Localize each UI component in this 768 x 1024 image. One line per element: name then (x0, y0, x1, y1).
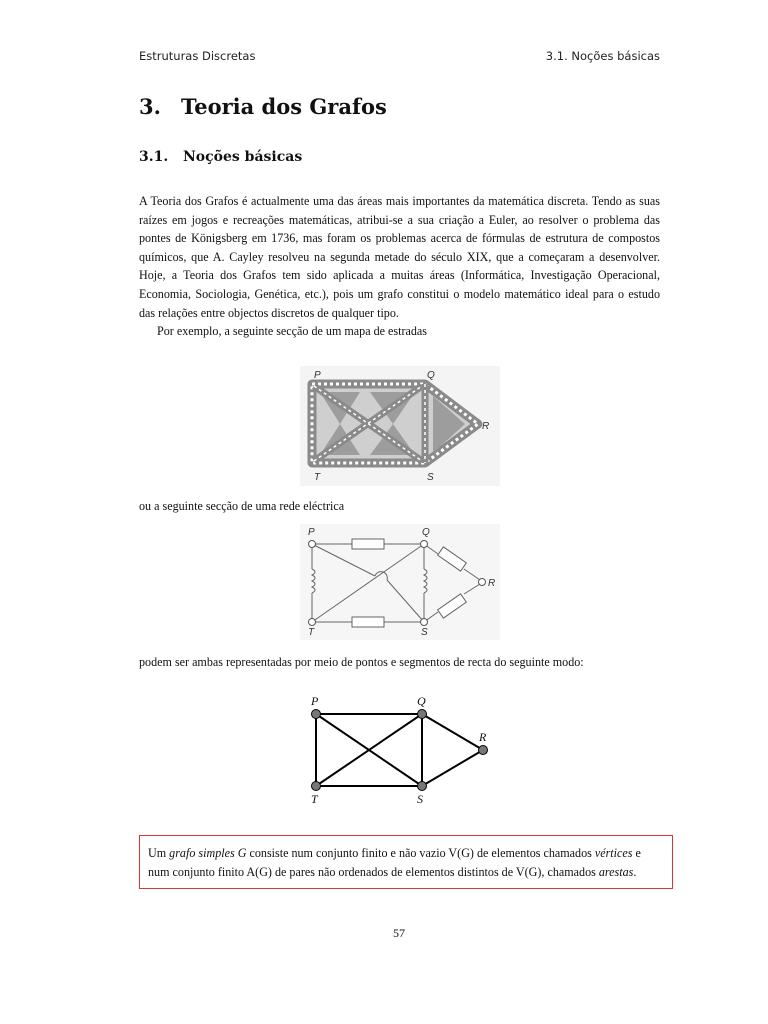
chapter-heading (139, 94, 387, 119)
header-left: Estruturas Discretas (139, 49, 256, 63)
graph-vertex-r (479, 746, 488, 755)
running-header (139, 49, 660, 63)
graph-figure (300, 690, 500, 810)
section-title: Noções básicas (183, 149, 303, 165)
road-map-label-s: S (427, 472, 434, 483)
circuit-node-t (309, 619, 316, 626)
text-after-map: ou a seguinte secção de uma rede eléctrica (139, 499, 345, 513)
definition-text-1: Um (148, 846, 170, 860)
page-number: 57 (393, 926, 405, 940)
road-map-label-p: P (314, 370, 321, 381)
circuit-label-p: P (308, 527, 315, 538)
text-after-circuit: podem ser ambas representadas por meio de pontos e segmentos de recta do seguinte modo: (139, 655, 584, 669)
graph-label-r: R (479, 730, 487, 744)
definition-text-3: e num conjunto finito A(G) de pares não ordenados de elementos distintos de V(G), chamados (148, 846, 641, 879)
circuit-figure (300, 524, 500, 640)
section-number: 3.1. (139, 149, 169, 165)
circuit-node-p (309, 541, 316, 548)
graph-vertex-p (312, 710, 321, 719)
graph-label-s: S (417, 792, 423, 806)
chapter-title: Teoria dos Grafos (181, 94, 387, 119)
definition-text-4: . (633, 865, 637, 879)
graph-edge-rs (422, 750, 483, 786)
circuit-label-s: S (421, 627, 428, 638)
graph-label-p: P (311, 694, 319, 708)
definition-term-edges: arestas (598, 865, 634, 879)
paragraph-intro: A Teoria dos Grafos é actualmente uma das áreas mais importantes da matemática discreta. Tendo as suas raízes em jogos e recreações matemáticas, atribui-se a sua criação a Euler, ao resolver o problema das pontes de Königsberg em 1736, mas foram os problemas acerca de fórmulas de estrutura de compostos químicos, que A. Cayley resolveu na segunda metade do século XIX, que a começaram a desenvolver. Hoje, a Teoria dos Grafos tem sido aplicada a muitas áreas (Informática, Investigação Operacional, Economia, Sociologia, Genética, etc.), pois um grafo constitui o modelo matemático ideal para o estudo das relações entre objectos discretos de qualquer tipo. (139, 194, 660, 320)
graph-label-t: T (311, 792, 318, 806)
road-map-label-r: R (482, 421, 490, 432)
road-map-label-q: Q (427, 370, 435, 381)
road-map-label-t: T (314, 472, 321, 483)
definition-term-vertices: vértices (594, 846, 633, 860)
definition-term-simple-graph: grafo simples G (169, 846, 247, 860)
graph-label-q: Q (417, 694, 426, 708)
chapter-number: 3. (139, 94, 161, 119)
road-map-figure (300, 366, 500, 486)
definition-text-2: consiste num conjunto finito e não vazio V(G) de elementos chamados (246, 846, 595, 860)
definition-box (139, 835, 673, 889)
intro-text (139, 192, 660, 341)
circuit-node-s (421, 619, 428, 626)
graph-vertex-q (418, 710, 427, 719)
circuit-label-r: R (488, 578, 496, 589)
circuit-background (300, 524, 500, 640)
paragraph-example: Por exemplo, a seguinte secção de um mapa de estradas (157, 324, 427, 339)
graph-vertex-t (312, 782, 321, 791)
header-right: 3.1. Noções básicas (545, 49, 660, 63)
circuit-node-q (421, 541, 428, 548)
section-heading (139, 149, 302, 165)
circuit-label-t: T (308, 627, 315, 638)
circuit-node-r (479, 579, 486, 586)
graph-edge-qr (422, 714, 483, 750)
graph-vertex-s (418, 782, 427, 791)
circuit-label-q: Q (422, 527, 430, 538)
